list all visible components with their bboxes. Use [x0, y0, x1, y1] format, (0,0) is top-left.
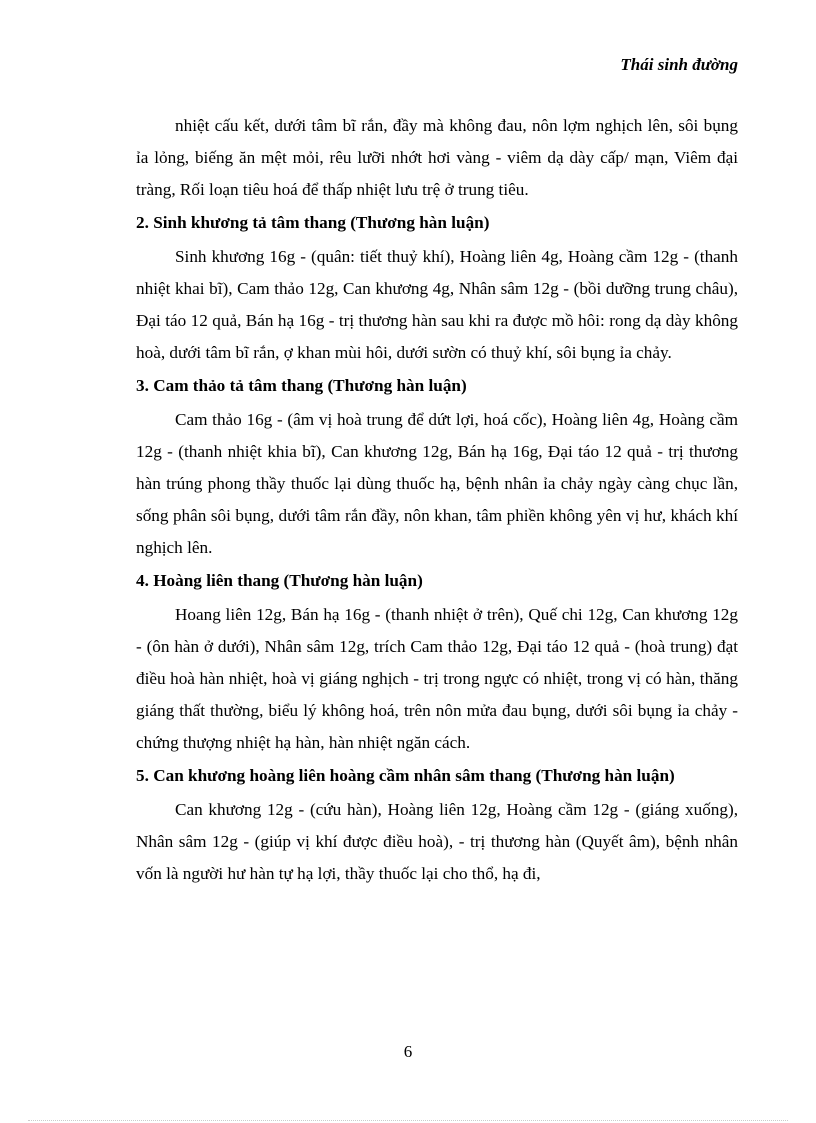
- paragraph-continuation: nhiệt cấu kết, dưới tâm bĩ rắn, đầy mà không đau, nôn lợm nghịch lên, sôi bụng ỉa lỏng, biếng ăn mệt mỏi, rêu lưỡi nhớt hơi vàng - viêm dạ dày cấp/ mạn, Viêm đại tràng, Rối loạn tiêu hoá để thấp nhiệt lưu trệ ở trung tiêu.: [136, 116, 738, 199]
- heading-sinh-khuong-ta-tam-thang: 2. Sinh khương tả tâm thang (Thương hàn luận): [136, 213, 490, 232]
- paragraph-cam-thao-ta-tam-thang: Cam thảo 16g - (âm vị hoà trung để dứt lợi, hoá cốc), Hoàng liên 4g, Hoàng cầm 12g - (thanh nhiệt khia bĩ), Can khương 12g, Bán hạ 16g, Đại táo 12 quả - trị thương hàn trúng phong thầy thuốc lại dùng thuốc hạ, bệnh nhân ỉa chảy ngày càng chục lần, sống phân sôi bụng, dưới tâm rắn đầy, nôn khan, tâm phiền không yên vị hư, khách khí nghịch lên.: [136, 410, 738, 557]
- paragraph-sinh-khuong-ta-tam-thang: Sinh khương 16g - (quân: tiết thuỷ khí), Hoàng liên 4g, Hoàng cầm 12g - (thanh nhiệt khai bĩ), Cam thảo 12g, Can khương 4g, Nhân sâm 12g - (bồi dưỡng trung châu), Đại táo 12 quả, Bán hạ 16g - trị thương hàn sau khi ra được mồ hôi: rong dạ dày không hoà, dưới tâm bĩ rắn, ợ khan mùi hôi, dưới sườn có thuỷ khí, sôi bụng ỉa chảy.: [136, 247, 738, 362]
- heading-hoang-lien-thang: 4. Hoàng liên thang (Thương hàn luận): [136, 571, 423, 590]
- page-body: [136, 110, 738, 890]
- paragraph-can-khuong-hoang-lien-thang: Can khương 12g - (cứu hàn), Hoàng liên 12g, Hoàng cầm 12g - (giáng xuống), Nhân sâm 12g - (giúp vị khí được điều hoà), - trị thương hàn (Quyết âm), bệnh nhân vốn là người hư hàn tự hạ lợi, thầy thuốc lại cho thổ, hạ đi,: [136, 800, 738, 883]
- paragraph-hoang-lien-thang: Hoang liên 12g, Bán hạ 16g - (thanh nhiệt ở trên), Quế chi 12g, Can khương 12g - (ôn hàn ở dưới), Nhân sâm 12g, trích Cam thảo 12g, Đại táo 12 quả - (hoà trung) đạt điều hoà hàn nhiệt, hoà vị giáng nghịch - trị trong ngực có nhiệt, trong vị có hàn, thăng giáng thất thường, biểu lý không hoá, trên nôn mửa đau bụng, dưới sôi bụng ỉa chảy - chứng thượng nhiệt hạ hàn, hàn nhiệt ngăn cách.: [136, 605, 738, 752]
- page-number: 6: [403, 1042, 413, 1061]
- page-bottom-divider: [28, 1120, 788, 1121]
- heading-can-khuong-hoang-lien-thang: 5. Can khương hoàng liên hoàng cầm nhân sâm thang (Thương hàn luận): [136, 766, 675, 785]
- running-header: Thái sinh đường: [620, 55, 738, 74]
- heading-cam-thao-ta-tam-thang: 3. Cam thảo tả tâm thang (Thương hàn luận): [136, 376, 467, 395]
